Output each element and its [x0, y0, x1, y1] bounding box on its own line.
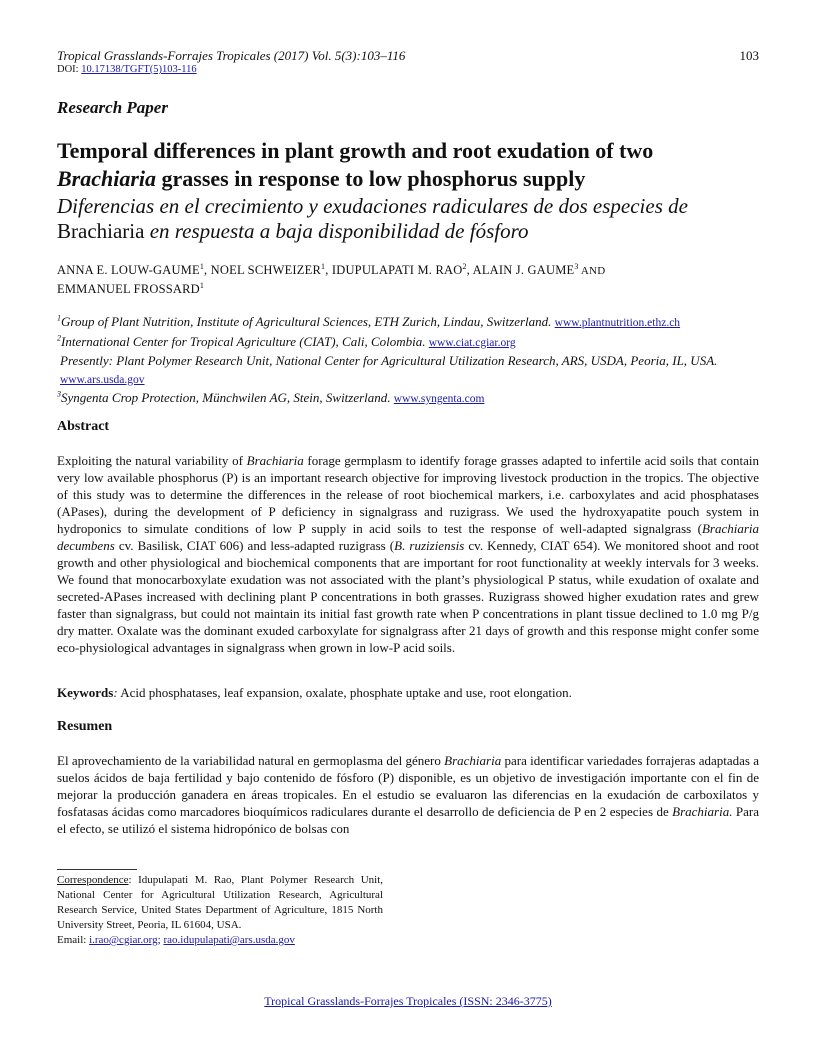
title-line-2: grasses in response to low phosphorus supply [156, 166, 586, 191]
email-link[interactable]: i.rao@cgiar.org [89, 934, 158, 946]
keywords: Keywords: Acid phosphatases, leaf expansion, oxalate, phosphate uptake and use, root elongation. [57, 685, 572, 700]
doi-line [57, 64, 197, 75]
affiliation-marker: 1 [321, 261, 326, 271]
affiliation-item: Presently: Plant Polymer Research Unit, National Center for Agricultural Utilization Research, ARS, USDA, Peoria, IL, USA. www.ars.usda.gov [60, 353, 718, 386]
author-name: EMMANUEL FROSSARD [57, 282, 200, 296]
affiliation-marker: 1 [199, 280, 205, 290]
article-type: Research Paper [57, 98, 168, 117]
affiliation-url[interactable]: www.syngenta.com [393, 393, 485, 405]
title-genus: Brachiaria [57, 166, 157, 191]
affiliation-marker: 3 [574, 261, 579, 271]
footer-journal-link[interactable]: Tropical Grasslands-Forrajes Tropicales (ISSN: 2346-3775) [264, 994, 552, 1008]
footnote-divider [57, 869, 137, 870]
author-list [57, 261, 757, 298]
affiliations [57, 313, 762, 409]
author-name: , ALAIN J. GAUME [466, 263, 575, 277]
affiliation-url[interactable]: www.ciat.cgiar.org [428, 336, 516, 349]
affiliation-item: $^1$Group of Plant Nutrition, Institute of Agricultural Sciences, ETH Zurich, Lindau, Switzerland. www.plantnutrition.ethz.ch [57, 313, 681, 329]
abstract-body: Exploiting the natural variability of Brachiaria forage germplasm to identify forage grasses adapted to infertile acid soils that contain very low available phosphorus (P) is an important research objective for improving livestock production in the tropics. The objective of this study was to determine the differences in the release of root biochemical markers, i.e. carboxylates and acid phosphatases (APases), during the development of P deficiency in signalgrass and ruzigrass. We used the hydroxyapatite pouch system in hydroponics to simulate conditions of low P supply in acid soils to test the response of well-adapted signalgrass (Brachiaria decumbens cv. Basilisk, CIAT 606) and less-adapted ruzigrass (B. ruziziensis cv. Kennedy, CIAT 654). We monitored shoot and root growth and other physiological and biochemical components that are important for root functionality at weekly intervals for 3 weeks. We found that monocarboxylate exudation was not associated with the plant’s physiological P status, while exudation of oxalate and secreted-APases increased with declining plant P concentrations in both grasses. Ruzigrass showed higher exudation rates and grew faster than signalgrass, but could not maintain its initial fast growth rate when P concentrations in plant tissue declined to 1.0 mg P/g dry matter. Oxalate was the dominant exuded carboxylate for signalgrass after 21 days of growth and this response might confer some eco-physiological advantages in signalgrass when grown in low-P acid soils. [57, 453, 760, 655]
resumen-body: El aprovechamiento de la variabilidad natural en germoplasma del género Brachiaria para identificar variedades forrajeras adaptadas a suelos ácidos de baja fertilidad y bajo contenido de fósforo (P) disponible, es un objetivo de investigación importante con el fin de mejorar la producción ganadera en áreas tropicales. En el estudio se evaluaron las diferencias en la exudación de carboxilatos y fosfatasas ácidas como marcadores bioquímicos radiculares durante el desarrollo de deficiencia de P en 2 especies de Brachiaria. Para el efecto, se utilizó el sistema hidropónico de bolsas con [57, 753, 759, 836]
title-line-1: Temporal differences in plant growth and root exudation of two [57, 138, 654, 163]
author-name: , IDUPULAPATI M. RAO [325, 263, 463, 277]
affiliation-url[interactable]: www.plantnutrition.ethz.ch [554, 317, 681, 329]
subtitle-line-1: Diferencias en el crecimiento y exudaciones radiculares de dos especies de [57, 194, 688, 218]
author-name: , NOEL SCHWEIZER [204, 263, 321, 277]
page-footer [0, 994, 816, 1009]
correspondence-footnote: Correspondence: Idupulapati M. Rao, Plant Polymer Research Unit, National Center for Agricultural Utilization Research, Agricultural Research Service, United States Department of Agriculture, 1815 North University Street, Peoria, IL 61604, USA. Email: i.rao@cgiar.org; rao.idupulapati@ars.usda.gov [57, 874, 383, 946]
affiliation-marker: 1 [199, 261, 205, 271]
email-link[interactable]: rao.idupulapati@ars.usda.gov [163, 934, 295, 946]
resumen-heading: Resumen [57, 719, 113, 734]
affiliation-marker: 2 [462, 261, 467, 271]
page-number: 103 [739, 48, 759, 63]
abstract-heading: Abstract [57, 419, 110, 434]
and-connector: AND [578, 265, 606, 277]
keywords-text: Acid phosphatases, leaf expansion, oxalate, phosphate uptake and use, root elongation. [117, 685, 572, 700]
correspondence-label: Correspondence [57, 874, 129, 886]
affiliation-item: $^3$Syngenta Crop Protection, Münchwilen AG, Stein, Switzerland. www.syngenta.com [57, 389, 485, 405]
subtitle-genus: Brachiaria [57, 219, 145, 243]
keywords-label: Keywords [57, 685, 114, 700]
journal-citation: Tropical Grasslands-Forrajes Tropicales (2017) Vol. 5(3):103–116 [57, 48, 406, 63]
author-name: ANNA E. LOUW-GAUME [57, 263, 200, 277]
doi-link[interactable]: 10.17138/TGFT(5)103-116 [81, 64, 197, 75]
affiliation-url[interactable]: www.ars.usda.gov [60, 373, 145, 386]
article-subtitle-spanish [57, 194, 767, 244]
subtitle-line-2: en respuesta a baja disponibilidad de fósforo [144, 219, 529, 243]
doi-label: DOI: [57, 64, 82, 75]
article-title [57, 137, 767, 193]
affiliation-item: $^2$International Center for Tropical Agriculture (CIAT), Cali, Colombia. www.ciat.cgiar.org [57, 333, 516, 349]
